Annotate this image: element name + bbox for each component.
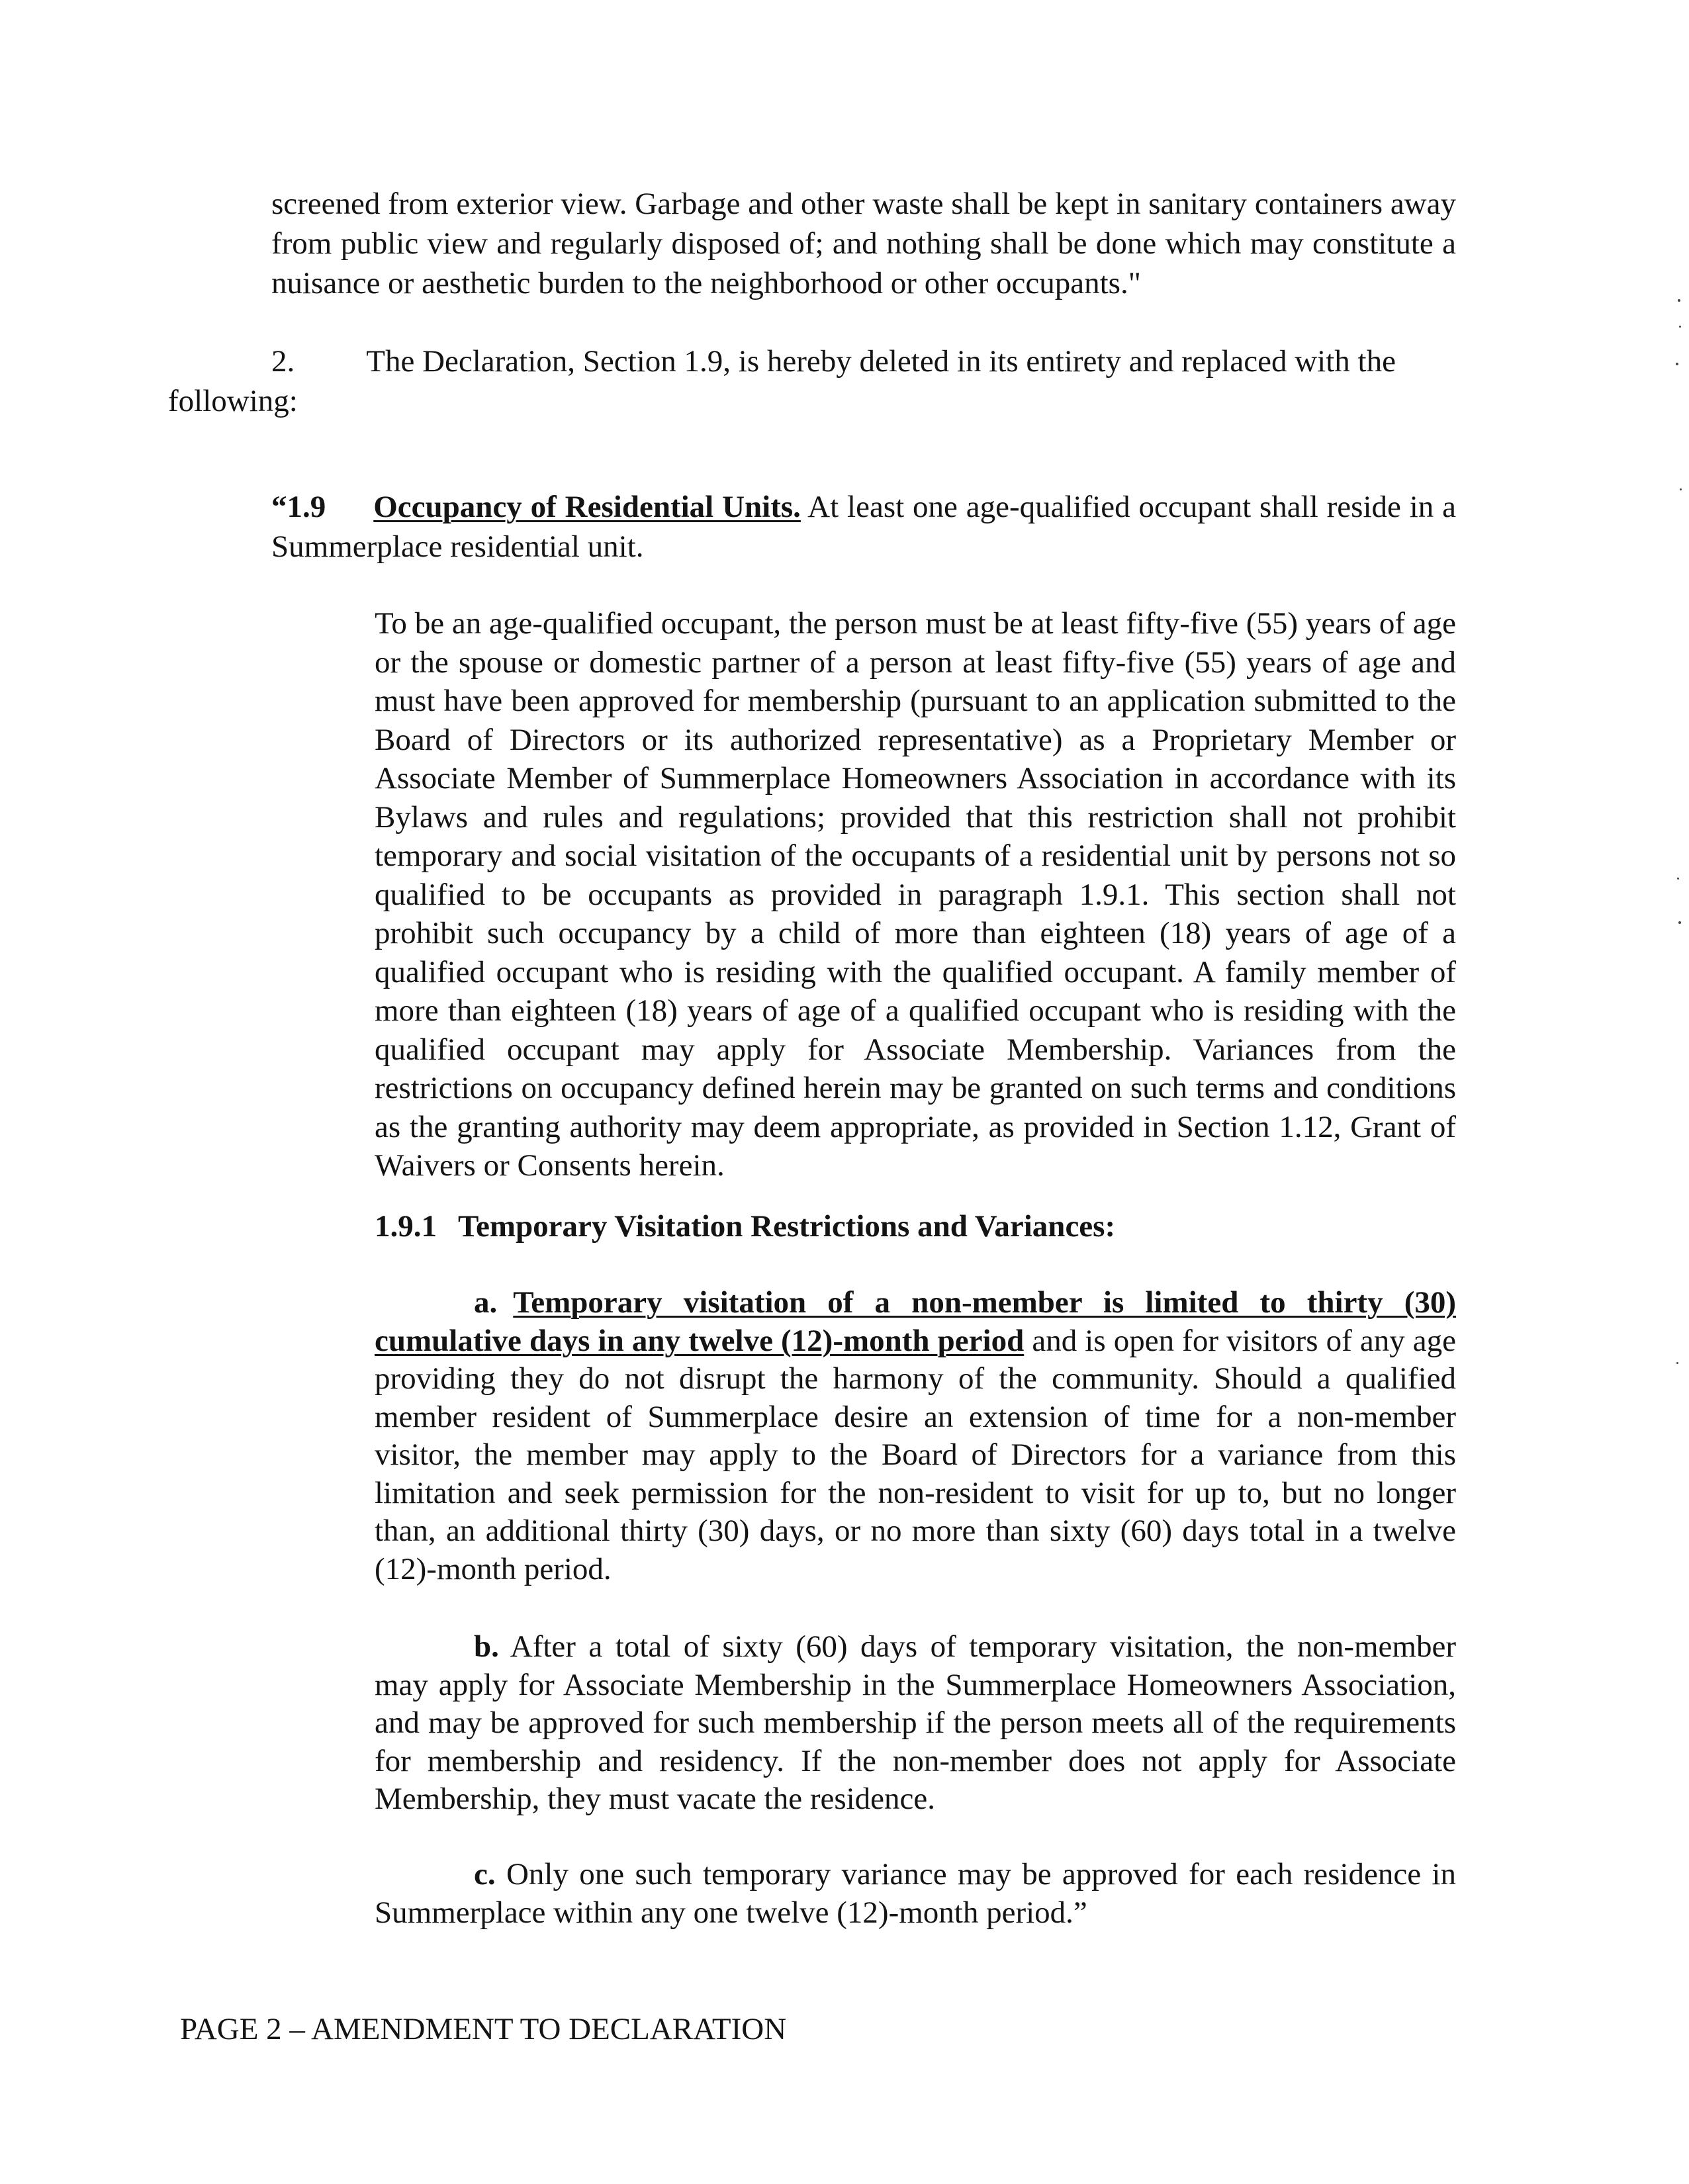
item-2-continuation: following: xyxy=(168,384,298,418)
section-1-9 xyxy=(271,487,1456,567)
item-2-number: 2. xyxy=(271,344,295,379)
continuation-paragraph xyxy=(271,184,1456,303)
item-a-label: a. xyxy=(474,1285,498,1320)
scan-speck xyxy=(1676,363,1678,365)
section-1-9-text: At least one age-qualified occupant shall reside in a Summerplace residential unit. xyxy=(271,490,1456,564)
item-c-text: Only one such temporary variance may be approved for each residence in Summerplace within any one twelve (12)-month period.” xyxy=(375,1857,1456,1930)
scan-speck xyxy=(1677,878,1679,880)
scan-speck xyxy=(1678,299,1680,302)
qualification-text: To be an age-qualified occupant, the person must be at least fifty-five (55) years of age or the spouse or domestic partner of a person at least fifty-five (55) years of age and must have been approved for membership (pursuant to an application submitted to the Board of Directors or its authorized representative) as a Proprietary Member or Associate Member of Summerplace Homeowners Association in accordance with its Bylaws and rules and regulations; provided that this restriction shall not prohibit temporary and social visitation of the occupants of a residential unit by persons not so qualified to be occupants as provided in paragraph 1.9.1. This section shall not prohibit such occupancy by a child of more than eighteen (18) years of age of a qualified occupant who is residing with the qualified occupant. A family member of more than eighteen (18) years of age of a qualified occupant who is residing with the qualified occupant may apply for Associate Membership. Variances from the restrictions on occupancy defined herein may be granted on such terms and conditions as the granting authority may deem appropriate, as provided in Section 1.12, Grant of Waivers or Consents herein. xyxy=(375,606,1456,1183)
subsection-1-9-1-heading xyxy=(375,1206,1456,1246)
item-a-text: and is open for visitors of any age providing they do not disrupt the harmony of the community. Should a qualified member resident of Summerplace desire an extension of time for a non-member visitor, the member may apply to the Board of Directors for a variance from this limitation and seek permission for the non-resident to visit for up to, but no longer than, an additional thirty (30) days, or no more than sixty (60) days total in a twelve (12)-month period. xyxy=(375,1323,1457,1586)
item-a-emphasis: Temporary visitation of a non-member is limited to thirty (30) cumulative days in any twelve (12)-month period xyxy=(375,1285,1456,1358)
scan-speck xyxy=(1678,921,1681,924)
section-1-9-number: “1.9 xyxy=(271,490,326,524)
subsection-1-9-1-title: Temporary Visitation Restrictions and Variances: xyxy=(458,1209,1116,1244)
subsection-1-9-1-number: 1.9.1 xyxy=(375,1209,437,1244)
item-c-paragraph xyxy=(375,1856,1456,1932)
item-b-text: After a total of sixty (60) days of temporary visitation, the non-member may apply for Associate Membership in the Summerplace Homeowners Association, and may be approved for such membership if the person meets all of the requirements for membership and residency. If the non-member does not apply for Associate Membership, they must vacate the residence. xyxy=(375,1629,1456,1816)
item-a-paragraph xyxy=(375,1284,1456,1588)
item-2-text: The Declaration, Section 1.9, is hereby deleted in its entirety and replaced with the xyxy=(366,344,1396,379)
item-b-label: b. xyxy=(474,1629,499,1664)
item-c-label: c. xyxy=(474,1857,496,1891)
qualification-paragraph xyxy=(375,604,1456,1185)
continuation-text: screened from exterior view. Garbage and other waste shall be kept in sanitary containers away from public view and regularly disposed of; and nothing shall be done which may constitute a nuisance or aesthetic burden to the neighborhood or other occupants." xyxy=(271,187,1456,300)
item-b-paragraph xyxy=(375,1628,1456,1819)
scan-speck xyxy=(1679,326,1681,328)
item-2-line xyxy=(271,341,1456,381)
section-1-9-title: Occupancy of Residential Units. xyxy=(373,490,801,524)
scan-speck xyxy=(1680,488,1682,490)
scan-speck xyxy=(1676,1362,1678,1364)
page-footer: PAGE 2 – AMENDMENT TO DECLARATION xyxy=(180,2012,787,2046)
